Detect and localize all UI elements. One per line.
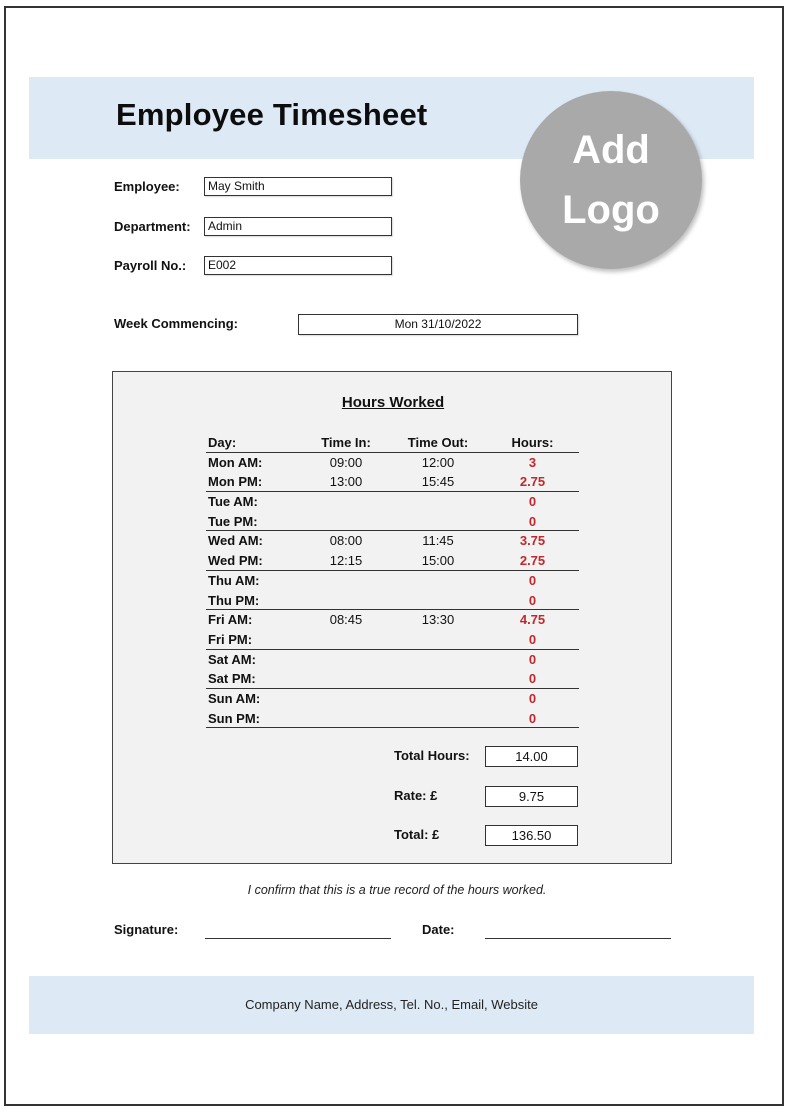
logo-placeholder[interactable] [520,91,702,269]
time-out-cell[interactable]: 13:30 [421,612,455,628]
footer-company-info: Company Name, Address, Tel. No., Email, Website [245,997,538,1012]
day-cell: Tue AM: [208,494,258,510]
hours-worked-panel [112,371,672,864]
logo-text-line1: Add [572,128,650,172]
time-in-cell[interactable]: 13:00 [329,474,363,490]
day-cell: Sat PM: [208,671,256,687]
table-row [206,630,579,650]
table-row [206,472,579,492]
department-label: Department: [114,219,191,234]
employee-field[interactable]: May Smith [204,177,392,196]
hours-cell: 2.75 [519,553,546,569]
date-line[interactable] [485,938,671,939]
table-header-row [206,433,579,453]
time-out-cell[interactable]: 15:45 [421,474,455,490]
time-out-cell[interactable]: 15:00 [421,553,455,569]
hours-cell: 4.75 [519,612,546,628]
hours-cell: 0 [528,651,537,667]
time-in-cell[interactable]: 08:00 [329,533,363,549]
table-row [206,571,579,591]
payroll-label: Payroll No.: [114,258,187,273]
day-cell: Fri PM: [208,631,253,647]
day-cell: Mon AM: [208,454,263,470]
day-cell: Tue PM: [208,513,258,529]
table-row [206,512,579,532]
day-cell: Sun PM: [208,710,260,726]
time-out-cell[interactable]: 12:00 [421,454,455,470]
total-hours-label: Total Hours: [394,748,470,763]
hours-worked-title: Hours Worked [341,394,445,411]
hours-cell: 0 [528,494,537,510]
employee-label: Employee: [114,179,180,194]
table-row [206,591,579,611]
footer-band [29,976,754,1034]
total-pay-label: Total: £ [394,827,440,842]
day-cell: Thu AM: [208,572,260,588]
signature-label: Signature: [114,922,179,937]
rate-field[interactable]: 9.75 [485,786,578,807]
hours-cell: 0 [528,592,537,608]
hours-cell: 2.75 [519,474,546,490]
day-cell: Sat AM: [208,651,256,667]
day-cell: Fri AM: [208,612,253,628]
hours-cell: 0 [528,671,537,687]
table-row [206,531,579,551]
table-row [206,669,579,689]
table-row [206,551,579,571]
signature-line[interactable] [205,938,391,939]
day-cell: Sun AM: [208,690,261,706]
table-row [206,650,579,670]
day-cell: Wed PM: [208,553,263,569]
rate-label: Rate: £ [394,788,438,803]
table-row [206,453,579,473]
hours-cell: 0 [528,710,537,726]
hours-cell: 0 [528,690,537,706]
hours-cell: 0 [528,513,537,529]
total-pay-field[interactable]: 136.50 [485,825,578,846]
header-hours: Hours: [511,435,554,450]
table-row [206,709,579,729]
payroll-field[interactable]: E002 [204,256,392,275]
week-commencing-field[interactable]: Mon 31/10/2022 [298,314,578,335]
time-out-cell[interactable]: 11:45 [422,533,454,549]
hours-table [206,433,579,728]
hours-cell: 3.75 [519,533,546,549]
hours-cell: 0 [528,572,537,588]
time-in-cell[interactable]: 09:00 [329,454,363,470]
table-row [206,610,579,630]
table-row [206,492,579,512]
hours-cell: 3 [528,454,537,470]
time-in-cell[interactable]: 12:15 [329,553,363,569]
time-in-cell[interactable]: 08:45 [329,612,363,628]
week-commencing-label: Week Commencing: [114,316,239,331]
header-time-out: Time Out: [407,435,469,450]
department-field[interactable]: Admin [204,217,392,236]
logo-text-line2: Logo [562,188,660,232]
hours-cell: 0 [528,631,537,647]
page-title: Employee Timesheet [116,97,428,132]
confirmation-statement: I confirm that this is a true record of the hours worked. [247,883,547,897]
day-cell: Wed AM: [208,533,263,549]
table-row [206,689,579,709]
date-label: Date: [422,922,455,937]
day-cell: Mon PM: [208,474,263,490]
header-time-in: Time In: [321,435,371,450]
day-cell: Thu PM: [208,592,260,608]
header-day: Day: [208,435,237,450]
total-hours-field[interactable]: 14.00 [485,746,578,767]
